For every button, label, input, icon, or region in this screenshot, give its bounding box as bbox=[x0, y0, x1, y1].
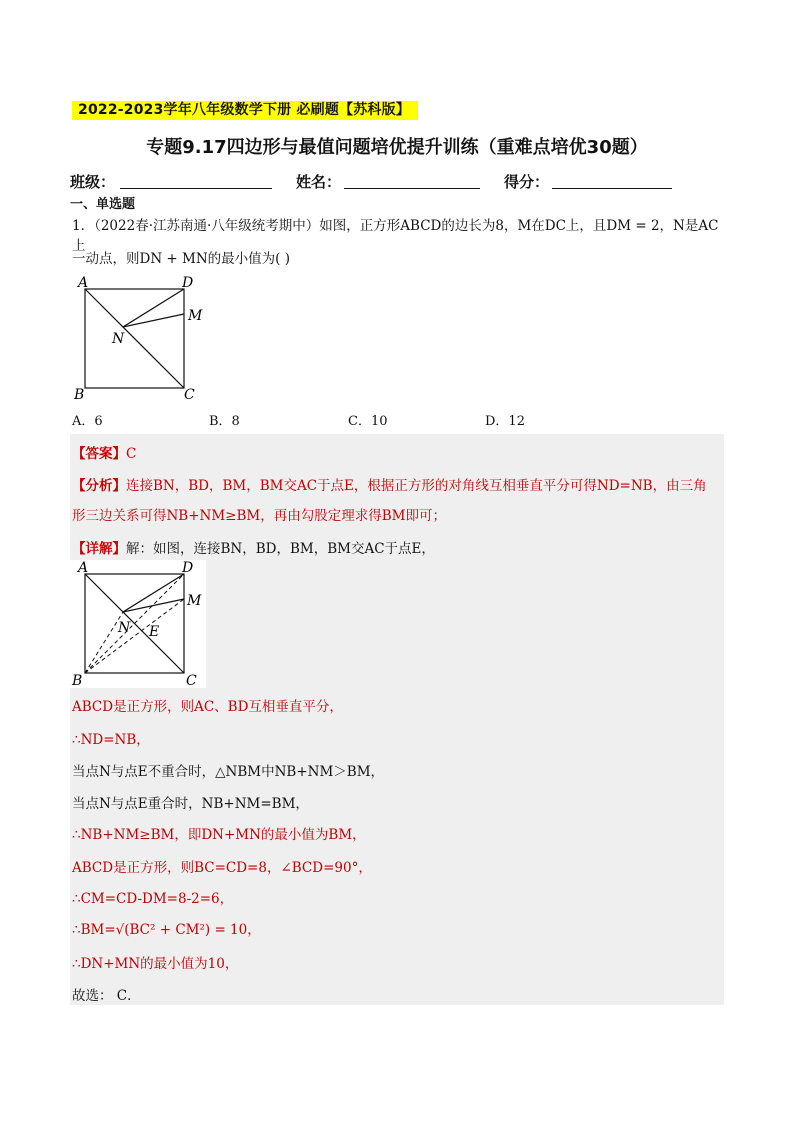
solution-step-5: ∴NB+NM≥BM，即DN+MN的最小值为BM， bbox=[72, 827, 366, 843]
label-n: N bbox=[118, 620, 131, 636]
option-c[interactable]: C．10 bbox=[348, 414, 388, 429]
student-info-row bbox=[70, 171, 710, 193]
option-a[interactable]: A．6 bbox=[72, 414, 103, 429]
series-banner: 2022-2023学年八年级数学下册 必刷题【苏科版】 bbox=[72, 101, 418, 120]
segment-nm bbox=[123, 314, 184, 327]
option-d[interactable]: D．12 bbox=[485, 414, 525, 429]
label-a: A bbox=[78, 275, 89, 291]
solution-step-9: ∴DN+MN的最小值为10， bbox=[72, 956, 239, 972]
label-c: C bbox=[184, 387, 195, 403]
label-b: B bbox=[72, 673, 83, 688]
solution-step-6: ABCD是正方形，则BC=CD=8，∠BCD=90°， bbox=[72, 860, 372, 876]
solution-step-7: ∴CM=CD-DM=8-2=6， bbox=[72, 891, 234, 907]
score-label: 得分： bbox=[504, 173, 550, 191]
name-field[interactable] bbox=[344, 188, 480, 189]
analysis-text-2: 形三边关系可得NB+NM≥BM，再由勾股定理求得BM即可； bbox=[72, 508, 446, 524]
answer-value: C bbox=[126, 446, 137, 462]
label-d: D bbox=[182, 560, 194, 576]
label-b: B bbox=[74, 387, 85, 403]
solution-step-1: ABCD是正方形，则AC、BD互相垂直平分， bbox=[72, 699, 343, 715]
class-label: 班级： bbox=[70, 173, 116, 191]
diagonal-ac bbox=[85, 289, 184, 388]
solution-figure bbox=[70, 560, 206, 688]
section-heading: 一、单选题 bbox=[70, 197, 136, 212]
detail-line bbox=[72, 537, 435, 557]
analysis-text-1: 连接BN，BD，BM，BM交AC于点E，根据正方形的对角线互相垂直平分可得ND=NB，由三角 bbox=[126, 478, 707, 494]
name-label: 姓名： bbox=[296, 173, 342, 191]
detail-tag: 【详解】 bbox=[72, 541, 126, 557]
solution-step-2: ∴ND=NB， bbox=[72, 732, 150, 748]
solution-step-4: 当点N与点E重合时，NB+NM=BM， bbox=[72, 796, 309, 812]
score-field[interactable] bbox=[552, 188, 672, 189]
page-title: 专题9.17四边形与最值问题培优提升训练（重难点培优30题） bbox=[146, 137, 648, 158]
solution-step-3: 当点N与点E不重合时，△NBM中NB+NM＞BM， bbox=[72, 764, 385, 780]
class-field[interactable] bbox=[120, 188, 272, 189]
answer-line bbox=[72, 442, 136, 462]
label-c: C bbox=[186, 673, 197, 688]
solution-step-8: ∴BM=√(BC² + CM²) = 10， bbox=[72, 922, 261, 938]
label-e: E bbox=[149, 624, 160, 640]
label-m: M bbox=[188, 308, 203, 324]
question-line-1: 1．（2022春·江苏南通·八年级统考期中）如图，正方形ABCD的边长为8，M在DC上，且DM = 2，N是AC上 bbox=[72, 218, 719, 254]
label-n: N bbox=[112, 331, 125, 347]
label-a: A bbox=[78, 560, 89, 576]
question-figure bbox=[70, 275, 210, 405]
solution-step-10: 故选： C． bbox=[72, 988, 141, 1004]
answer-tag: 【答案】 bbox=[72, 446, 126, 462]
label-d: D bbox=[182, 275, 194, 291]
label-m: M bbox=[187, 593, 202, 609]
segment-nd bbox=[123, 289, 184, 327]
analysis-line-1 bbox=[72, 474, 707, 494]
detail-text: 解：如图，连接BN，BD，BM，BM交AC于点E， bbox=[126, 541, 435, 557]
question-line-2: 一动点，则DN + MN的最小值为( ) bbox=[72, 251, 290, 267]
option-b[interactable]: B．8 bbox=[209, 414, 240, 429]
analysis-tag: 【分析】 bbox=[72, 478, 126, 494]
